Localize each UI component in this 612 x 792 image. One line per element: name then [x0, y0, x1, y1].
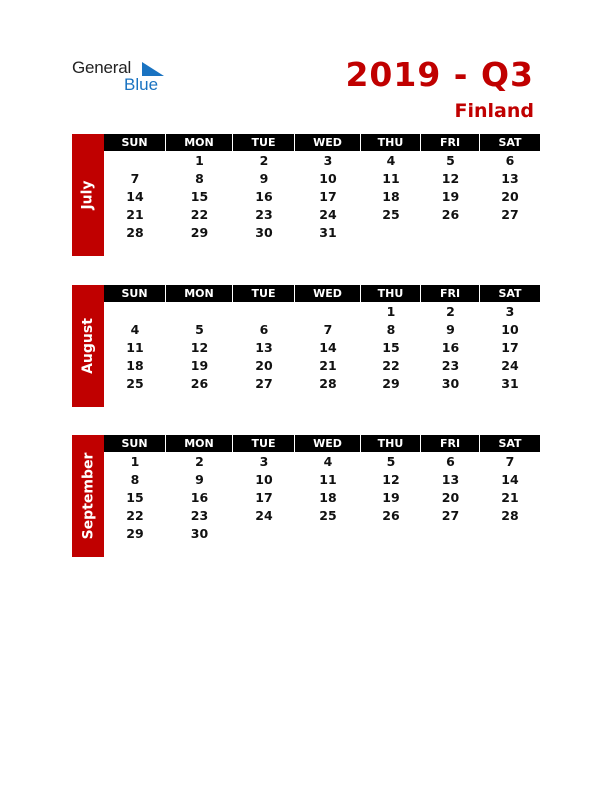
day-cell: 11	[382, 170, 400, 186]
weekday-wed: WED	[295, 134, 361, 151]
day-cell: 4	[130, 321, 140, 337]
weekday-tue: TUE	[233, 435, 295, 452]
day-cell: 30	[441, 375, 460, 391]
day-cell: 29	[382, 375, 400, 391]
week-row	[104, 169, 540, 187]
logo-text-general: General	[72, 58, 132, 77]
week-row	[104, 223, 540, 241]
week-row	[104, 488, 540, 506]
weekday-sat: SAT	[480, 285, 540, 302]
day-cell: 8	[386, 321, 396, 337]
day-cell: 22	[382, 357, 400, 373]
weekday-sun: SUN	[104, 435, 166, 452]
weekday-header	[104, 435, 540, 452]
day-cell: 12	[190, 339, 209, 355]
day-cell: 15	[126, 489, 144, 505]
weekday-wed: WED	[295, 435, 361, 452]
day-cell: 23	[441, 357, 460, 373]
day-cell: 25	[319, 507, 337, 523]
day-cell: 5	[446, 152, 455, 168]
day-cell: 7	[505, 453, 515, 469]
day-cell: 30	[255, 224, 273, 240]
day-cell: 28	[126, 224, 144, 240]
week-row	[104, 506, 540, 524]
week-row	[104, 452, 540, 470]
day-cell: 28	[501, 507, 519, 523]
day-cell: 1	[195, 152, 204, 168]
day-cell: 21	[126, 206, 144, 222]
day-cell	[361, 223, 421, 241]
weekday-header	[104, 285, 540, 302]
day-cell: 15	[190, 188, 209, 204]
month-label: September	[80, 452, 97, 540]
day-cell: 16	[441, 339, 460, 355]
day-cell: 3	[259, 453, 269, 469]
week-row	[104, 320, 540, 338]
day-cell	[233, 302, 295, 320]
week-row	[104, 302, 540, 320]
day-cell: 16	[255, 188, 273, 204]
day-cell: 2	[195, 453, 204, 469]
day-cell: 17	[501, 339, 519, 355]
logo-triangle-icon	[142, 61, 164, 75]
day-cell: 2	[259, 152, 269, 168]
day-cell: 18	[382, 188, 400, 204]
week-row	[104, 187, 540, 205]
day-cell: 26	[190, 375, 209, 391]
day-cell: 24	[319, 206, 337, 222]
weekday-fri: FRI	[421, 134, 480, 151]
calendar-grid	[104, 134, 540, 241]
month-tab	[72, 285, 104, 407]
day-cell: 25	[382, 206, 400, 222]
day-cell: 12	[382, 471, 400, 487]
day-cell: 5	[195, 321, 204, 337]
weekday-mon: MON	[166, 435, 233, 452]
day-cell: 27	[501, 206, 519, 222]
weekday-sat: SAT	[480, 134, 540, 151]
day-cell: 27	[255, 375, 273, 391]
weekday-sun: SUN	[104, 134, 166, 151]
day-cell	[480, 524, 540, 542]
weekday-mon: MON	[166, 285, 233, 302]
day-cell: 28	[319, 375, 337, 391]
week-row	[104, 356, 540, 374]
day-cell: 9	[259, 170, 269, 186]
weekday-tue: TUE	[233, 134, 295, 151]
day-cell: 19	[441, 188, 460, 204]
day-cell: 6	[259, 321, 269, 337]
day-cell: 9	[195, 471, 204, 487]
day-cell	[166, 302, 233, 320]
day-cell: 17	[255, 489, 273, 505]
weekday-wed: WED	[295, 285, 361, 302]
day-cell: 29	[190, 224, 209, 240]
day-cell: 26	[441, 206, 460, 222]
day-cell: 11	[126, 339, 144, 355]
country-subtitle: Finland	[454, 100, 534, 122]
day-cell: 11	[319, 471, 337, 487]
day-cell	[295, 302, 361, 320]
day-cell: 14	[501, 471, 519, 487]
month-label: August	[80, 318, 97, 374]
day-cell: 20	[255, 357, 273, 373]
day-cell: 31	[501, 375, 519, 391]
day-cell	[233, 524, 295, 542]
day-cell	[104, 151, 166, 169]
day-cell: 3	[323, 152, 333, 168]
day-cell: 2	[446, 303, 455, 319]
page-title: 2019 - Q3	[345, 55, 534, 94]
weekday-fri: FRI	[421, 285, 480, 302]
day-cell: 24	[255, 507, 273, 523]
day-cell: 8	[195, 170, 204, 186]
day-cell	[421, 223, 480, 241]
day-cell: 14	[126, 188, 144, 204]
day-cell: 1	[130, 453, 140, 469]
day-cell: 26	[382, 507, 400, 523]
generalblue-logo	[72, 58, 172, 98]
week-row	[104, 205, 540, 223]
day-cell: 13	[441, 471, 460, 487]
day-cell: 19	[190, 357, 209, 373]
month-july	[72, 134, 540, 256]
month-label: July	[79, 180, 96, 210]
month-august	[72, 285, 540, 407]
weekday-tue: TUE	[233, 285, 295, 302]
day-cell: 14	[319, 339, 337, 355]
weekday-thu: THU	[361, 435, 421, 452]
weekday-fri: FRI	[421, 435, 480, 452]
day-cell: 20	[501, 188, 519, 204]
day-cell: 17	[319, 188, 337, 204]
day-cell: 16	[190, 489, 209, 505]
day-cell: 7	[323, 321, 333, 337]
week-row	[104, 470, 540, 488]
day-cell: 5	[386, 453, 396, 469]
week-row	[104, 151, 540, 169]
day-cell: 10	[319, 170, 337, 186]
weekday-sun: SUN	[104, 285, 166, 302]
day-cell: 25	[126, 375, 144, 391]
day-cell: 15	[382, 339, 400, 355]
day-cell: 4	[386, 152, 396, 168]
day-cell	[295, 524, 361, 542]
day-cell: 12	[441, 170, 460, 186]
day-cell: 20	[441, 489, 460, 505]
day-cell: 30	[190, 525, 209, 541]
weekday-header	[104, 134, 540, 151]
weekday-thu: THU	[361, 134, 421, 151]
day-cell: 21	[501, 489, 519, 505]
weekday-mon: MON	[166, 134, 233, 151]
month-september	[72, 435, 540, 557]
day-cell: 3	[505, 303, 515, 319]
month-tab	[72, 435, 104, 557]
day-cell	[480, 223, 540, 241]
day-cell	[361, 524, 421, 542]
day-cell: 29	[126, 525, 144, 541]
calendar-grid	[104, 285, 540, 392]
day-cell	[421, 524, 480, 542]
day-cell: 10	[501, 321, 519, 337]
day-cell: 13	[255, 339, 273, 355]
day-cell: 18	[319, 489, 337, 505]
day-cell: 31	[319, 224, 337, 240]
day-cell: 9	[446, 321, 455, 337]
week-row	[104, 374, 540, 392]
day-cell: 13	[501, 170, 519, 186]
day-cell: 22	[126, 507, 144, 523]
day-cell: 18	[126, 357, 144, 373]
day-cell: 1	[386, 303, 396, 319]
logo-text-blue: Blue	[124, 75, 159, 94]
weekday-sat: SAT	[480, 435, 540, 452]
day-cell: 22	[190, 206, 209, 222]
day-cell: 24	[501, 357, 519, 373]
week-row	[104, 338, 540, 356]
weekday-thu: THU	[361, 285, 421, 302]
week-row	[104, 524, 540, 542]
day-cell: 7	[130, 170, 140, 186]
day-cell: 6	[446, 453, 455, 469]
day-cell	[104, 302, 166, 320]
day-cell: 10	[255, 471, 273, 487]
day-cell: 6	[505, 152, 515, 168]
day-cell: 23	[255, 206, 273, 222]
day-cell: 27	[441, 507, 460, 523]
day-cell: 8	[130, 471, 140, 487]
month-tab	[72, 134, 104, 256]
day-cell: 21	[319, 357, 337, 373]
day-cell: 19	[382, 489, 400, 505]
calendar-grid	[104, 435, 540, 542]
day-cell: 23	[190, 507, 209, 523]
day-cell: 4	[323, 453, 333, 469]
